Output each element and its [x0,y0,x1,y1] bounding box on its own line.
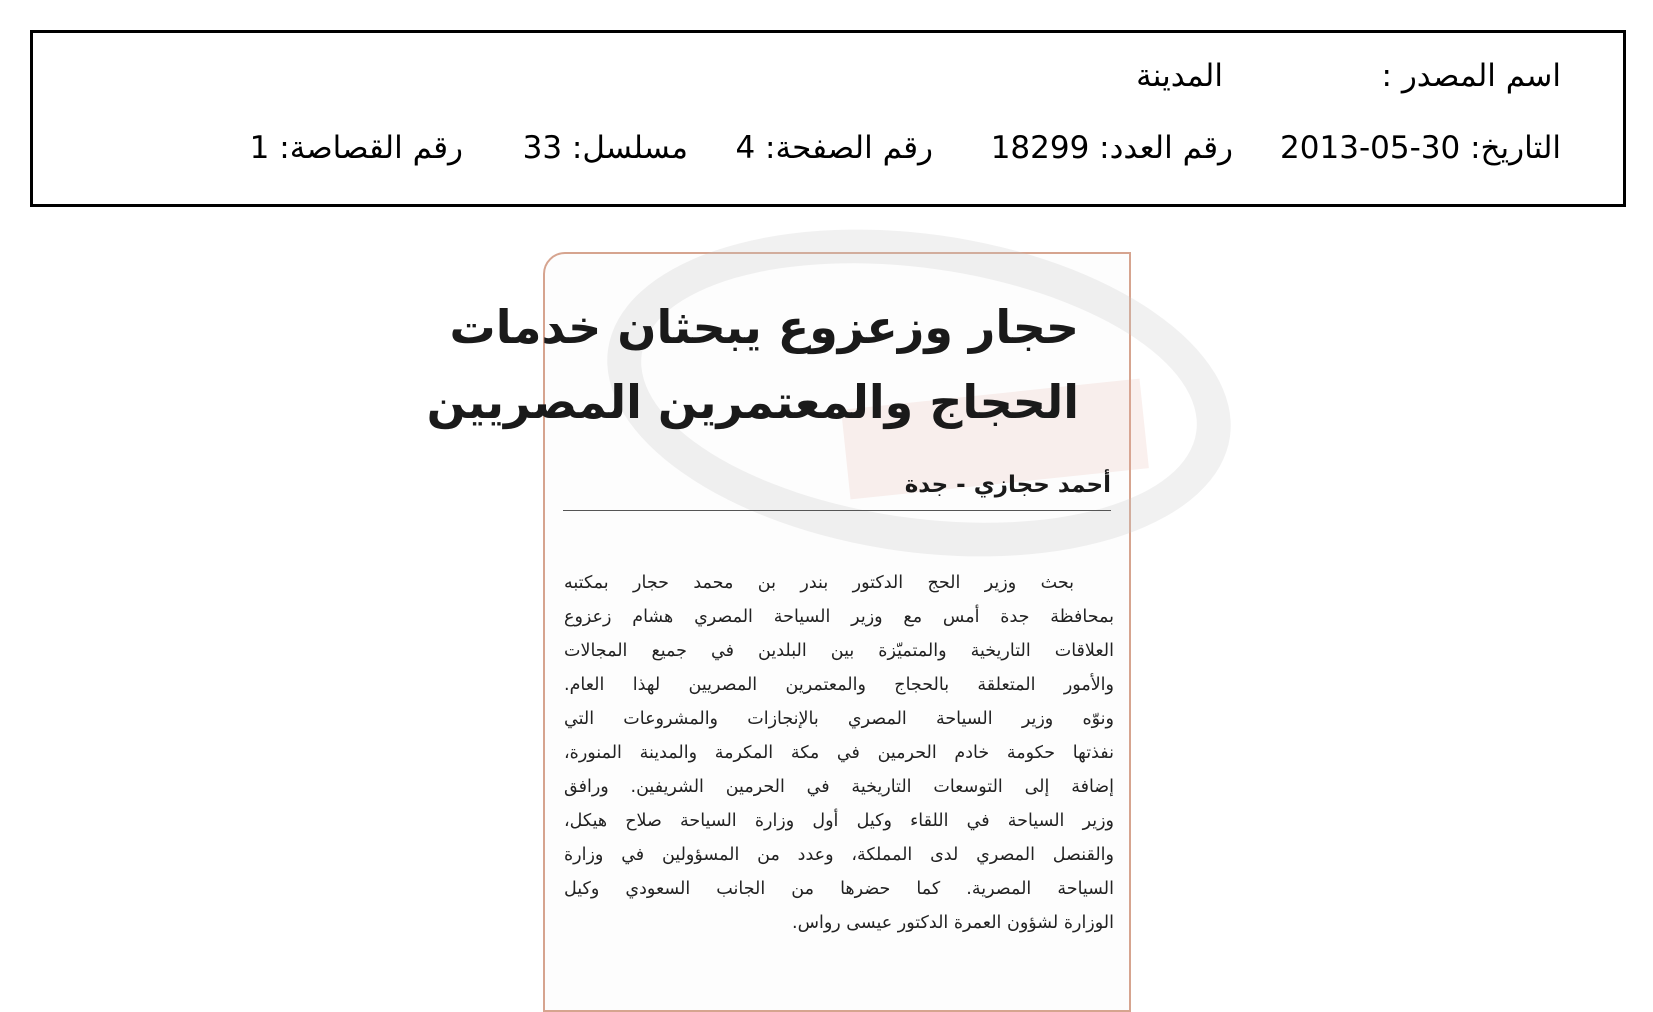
date-field: التاريخ: 30-05-2013 [1280,130,1561,166]
body-line: العلاقات التاريخية والمتميّزة بين البلدين في جميع المجالات [564,641,1114,661]
body-line: نفذتها حكومة خادم الحرمين في مكة المكرمة والمدينة المنورة، [564,743,1114,763]
clip-number-field: رقم القصاصة: 1 [249,130,463,166]
body-line: الوزارة لشؤون العمرة الدكتور عيسى رواس. [792,913,1114,933]
byline-divider [563,510,1111,511]
issue-number-field: رقم العدد: 18299 [990,130,1233,166]
body-line: والقنصل المصري لدى المملكة، وعدد من المسؤولين في وزارة [564,845,1114,865]
article-body [564,566,1114,940]
body-line: بحث وزير الحج الدكتور بندر بن محمد حجار بمكتبه [564,573,1074,593]
body-line: إضافة إلى التوسعات التاريخية في الحرمين الشريفين. ورافق [564,777,1114,797]
newspaper-clipping [426,252,1131,1012]
source-value: المدينة [1136,58,1223,94]
byline: أحمد حجازي - جدة [904,472,1111,498]
page-number-field: رقم الصفحة: 4 [735,130,933,166]
body-line: ونوّه وزير السياحة المصري بالإنجازات والمشروعات التي [564,709,1114,729]
headline-line-1: حجار وزعزوع يبحثان خدمات [449,300,1079,354]
serial-field: مسلسل: 33 [522,130,688,166]
body-line: وزير السياحة في اللقاء وكيل أول وزارة السياحة صلاح هيكل، [564,811,1114,831]
clipping-info-box [30,30,1626,207]
body-line: بمحافظة جدة أمس مع وزير السياحة المصري هشام زعزوع [564,607,1114,627]
source-label: اسم المصدر : [1381,58,1561,94]
body-line: السياحة المصرية. كما حضرها من الجانب السعودي وكيل [564,879,1114,899]
body-line: والأمور المتعلقة بالحجاج والمعتمرين المصريين لهذا العام. [564,675,1114,695]
headline-line-2: الحجاج والمعتمرين المصريين [426,375,1079,429]
